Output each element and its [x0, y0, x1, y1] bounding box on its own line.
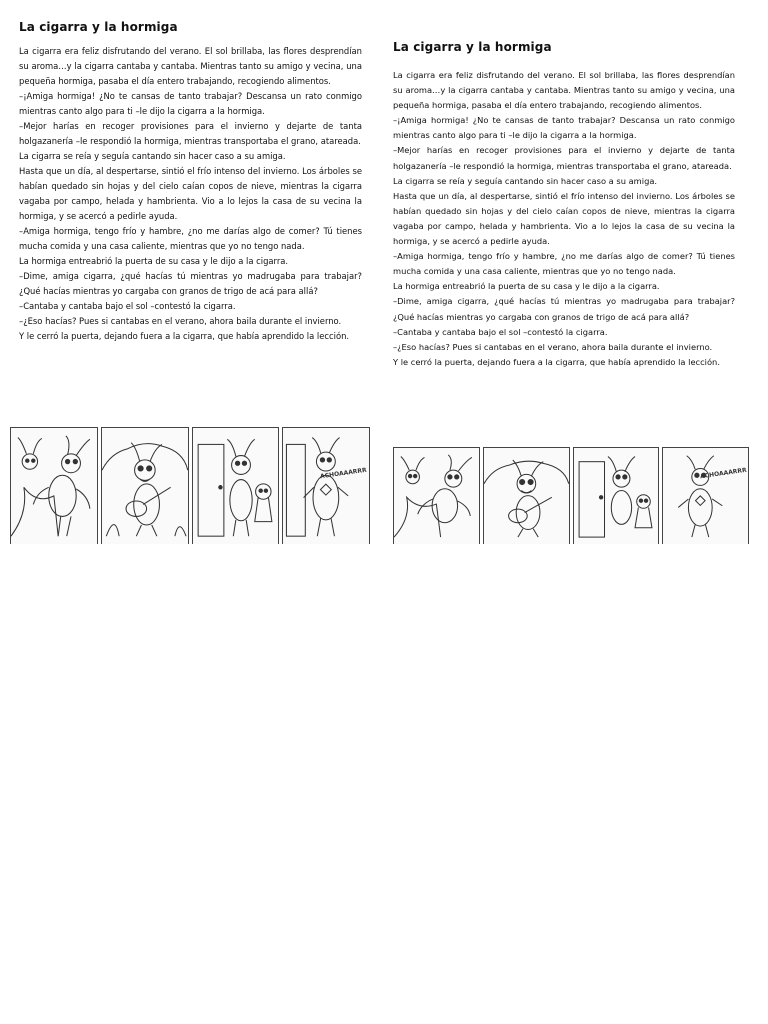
story-paragraph: –¿Eso hacías? Pues si cantabas en el verano, ahora baila durante el invierno. — [19, 316, 342, 326]
sneeze-sound-text: ACHOAAARRR — [699, 466, 748, 481]
story-paragraph: La cigarra era feliz disfrutando del verano. El sol brillaba, las flores desprendían su aroma…y la cigarra cantaba y cantaba. Mientras tanto su amigo y vecina, una pequeña hormiga, pasaba el día entero trabajando, recogiendo alimentos. — [393, 70, 735, 111]
story-column-left — [19, 20, 362, 344]
story-paragraph: –Mejor harías en recoger provisiones para el invierno y dejarte de tanta holgazanería –le respondió la hormiga, mientras transportaba el grano, atareada. — [393, 145, 735, 171]
story-paragraph: –¿Eso hacías? Pues si cantabas en el verano, ahora baila durante el invierno. — [393, 341, 713, 352]
comic-panel-cicada-guitar — [101, 427, 189, 544]
story-paragraph: La cigarra se reía y seguía cantando sin hacer caso a su amiga. — [19, 151, 286, 161]
illustration-strip-right — [393, 447, 749, 544]
story-paragraph: –Cantaba y cantaba bajo el sol –contestó la cigarra. — [19, 301, 236, 311]
story-paragraph: La cigarra se reía y seguía cantando sin hacer caso a su amiga. — [393, 175, 658, 186]
comic-panel-ant-and-cicada — [10, 427, 98, 544]
story-paragraph: –Amiga hormiga, tengo frío y hambre, ¿no me darías algo de comer? Tú tienes mucha comida y una casa caliente, mientras que yo no tengo nada. — [393, 251, 735, 277]
story-paragraph: Hasta que un día, al despertarse, sintió el frío intenso del invierno. Los árboles se habían quedado sin hojas y del cielo caían copos de nieve, mientras la cigarra vagaba por campo, helada y hambrienta. Vio a lo lejos la casa de su vecina la hormiga, y se acercó a pedirle ayuda. — [19, 166, 362, 221]
sneeze-sound-text: ACHOAAARRR — [319, 466, 368, 481]
story-body — [19, 44, 362, 344]
story-paragraph: –Cantaba y cantaba bajo el sol –contestó la cigarra. — [393, 326, 608, 337]
story-body — [393, 68, 735, 370]
story-paragraph: La cigarra era feliz disfrutando del verano. El sol brillaba, las flores desprendían su aroma…y la cigarra cantaba y cantaba. Mientras tanto su amigo y vecina, una pequeña hormiga, pasaba el día entero trabajando, recogiendo alimentos. — [19, 46, 362, 86]
story-paragraph: –¡Amiga hormiga! ¿No te cansas de tanto trabajar? Descansa un rato conmigo mientras canto algo para ti –le dijo la cigarra a la hormiga. — [393, 115, 735, 141]
story-paragraph: Y le cerró la puerta, dejando fuera a la cigarra, que había aprendido la lección. — [19, 331, 350, 341]
comic-panel-ant-and-cicada — [393, 447, 480, 544]
story-paragraph: La hormiga entreabrió la puerta de su casa y le dijo a la cigarra. — [19, 256, 289, 266]
story-paragraph: Hasta que un día, al despertarse, sintió el frío intenso del invierno. Los árboles se habían quedado sin hojas y del cielo caían copos de nieve, mientras la cigarra vagaba por campo, helada y hambrienta. Vio a lo lejos la casa de su vecina la hormiga, y se acercó a pedirle ayuda. — [393, 190, 735, 247]
comic-panel-cold-cicada-door — [192, 427, 280, 544]
illustration-strip-left — [10, 427, 370, 544]
story-paragraph: –Amiga hormiga, tengo frío y hambre, ¿no me darías algo de comer? Tú tienes mucha comida y una casa caliente, mientras que yo no tengo nada. — [19, 226, 362, 251]
story-column-right — [393, 40, 735, 370]
story-paragraph: –¡Amiga hormiga! ¿No te cansas de tanto trabajar? Descansa un rato conmigo mientras canto algo para ti –le dijo la cigarra a la hormiga. — [19, 91, 362, 116]
story-paragraph: –Dime, amiga cigarra, ¿qué hacías tú mientras yo madrugaba para trabajar? ¿Qué hacías mientras yo cargaba con granos de trigo de acá para allá? — [393, 296, 735, 322]
story-paragraph: –Mejor harías en recoger provisiones para el invierno y dejarte de tanta holgazanería –le respondió la hormiga, mientras transportaba el grano, atareada. — [19, 121, 362, 146]
story-paragraph: La hormiga entreabrió la puerta de su casa y le dijo a la cigarra. — [393, 281, 660, 292]
comic-panel-ant-sneezes — [662, 447, 749, 544]
comic-panel-cicada-guitar — [483, 447, 570, 544]
story-paragraph: Y le cerró la puerta, dejando fuera a la cigarra, que había aprendido la lección. — [393, 356, 720, 367]
comic-panel-ant-sneezes — [282, 427, 370, 544]
story-paragraph: –Dime, amiga cigarra, ¿qué hacías tú mientras yo madrugaba para trabajar? ¿Qué hacías mientras yo cargaba con granos de trigo de acá para allá? — [19, 271, 362, 296]
comic-panel-cold-cicada-door — [573, 447, 660, 544]
story-title: La cigarra y la hormiga — [393, 40, 552, 54]
story-title: La cigarra y la hormiga — [19, 20, 178, 34]
